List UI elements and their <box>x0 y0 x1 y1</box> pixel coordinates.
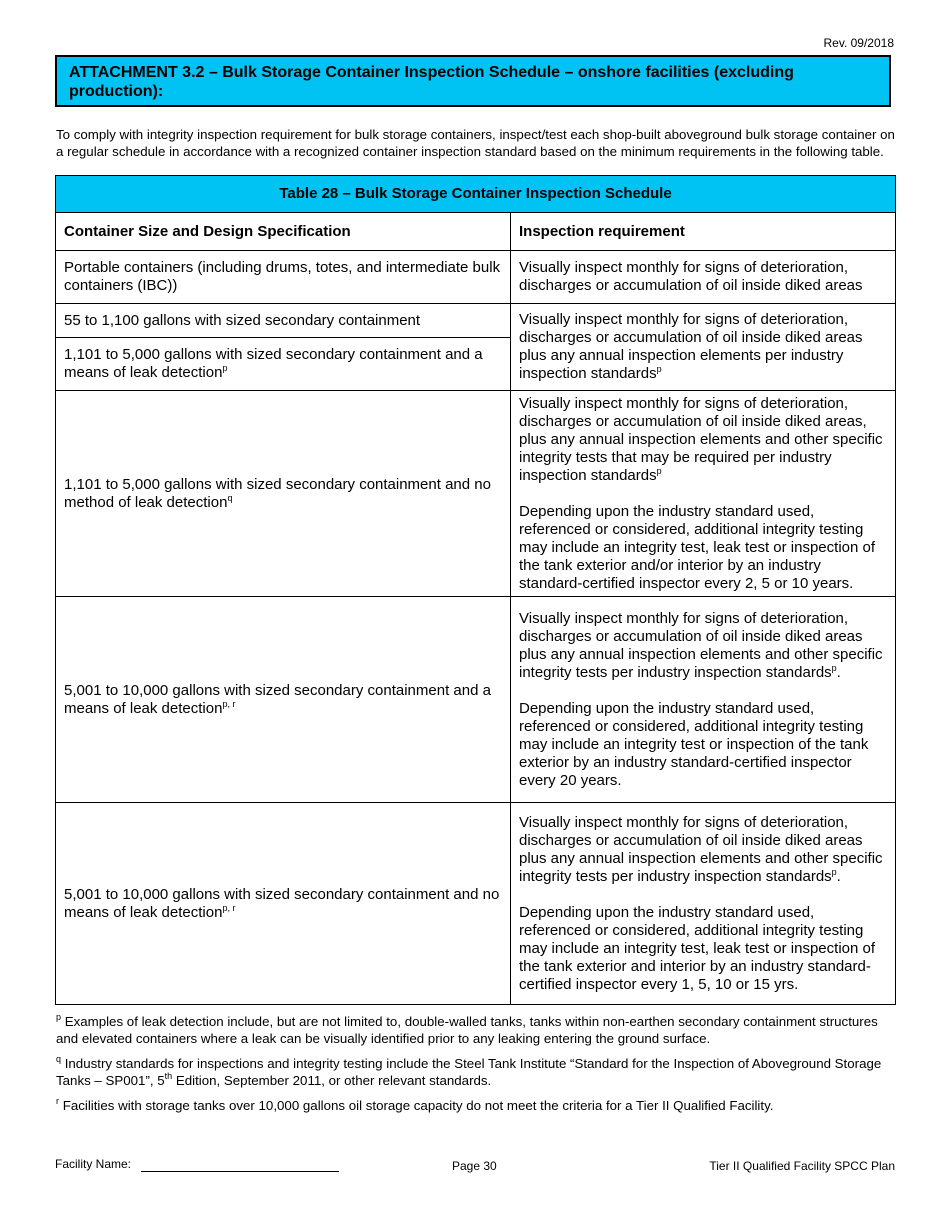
footnote-ref: p, r <box>222 698 236 709</box>
plan-title: Tier II Qualified Facility SPCC Plan <box>709 1159 895 1173</box>
facility-name-label: Facility Name: <box>55 1157 132 1171</box>
spec-cell: 5,001 to 10,000 gallons with sized secondary containment and no means of leak detection$^{p, r}$ <box>56 803 511 1005</box>
col-header-spec: Container Size and Design Specification <box>56 213 511 251</box>
footnote-ref: p <box>222 363 228 373</box>
footnote-ref: p, r <box>222 902 236 913</box>
facility-name-field[interactable] <box>141 1171 339 1172</box>
footnote-ref: p <box>831 866 837 877</box>
footnote-q: $^q$ Industry standards for inspections and integrity testing include the Steel Tank Institute “Standard for the Inspection of Aboveground Storage Tanks – SP001”, 5th Edition, September 2011, or other relevant standards. <box>56 1054 882 1088</box>
inspection-schedule-table <box>55 175 896 1005</box>
table-row <box>56 597 896 803</box>
col-header-requirement: Inspection requirement <box>511 213 896 251</box>
requirement-cell: Visually inspect monthly for signs of deterioration, discharges or accumulation of oil inside diked areas plus any annual inspection elements and other specific integrity tests per industry inspection standards$^p$. Depending upon the industry standard used, referenced or considered, additional integrity testing may include an integrity test or inspection of the tank exterior by an industry standard-certified inspector every 20 years. <box>511 597 896 803</box>
table-row <box>56 304 896 338</box>
attachment-title: ATTACHMENT 3.2 – Bulk Storage Container Inspection Schedule – onshore facilities (excluding production): <box>55 55 891 107</box>
footnote-r: $^r$ Facilities with storage tanks over 10,000 gallons oil storage capacity do not meet the criteria for a Tier II Qualified Facility. <box>56 1096 774 1113</box>
spec-cell: 1,101 to 5,000 gallons with sized secondary containment and no method of leak detection$^q$ <box>56 391 511 597</box>
footnote-ref: p <box>831 662 837 673</box>
table-caption: Table 28 – Bulk Storage Container Inspection Schedule <box>56 176 896 213</box>
footnote-ref: p <box>656 465 662 476</box>
table-row <box>56 803 896 1005</box>
requirement-cell: Visually inspect monthly for signs of deterioration, discharges or accumulation of oil inside diked areas plus any annual inspection elements per industry inspection standards$^p$ <box>511 304 896 391</box>
intro-paragraph: To comply with integrity inspection requirement for bulk storage containers, inspect/test each shop-built aboveground bulk storage container on a regular schedule in accordance with a recognized container inspection standard based on the minimum requirements in the following table. <box>56 127 895 159</box>
spec-cell: Portable containers (including drums, totes, and intermediate bulk containers (IBC)) <box>56 251 511 304</box>
revision-label: Rev. 09/2018 <box>823 36 894 50</box>
footnote-ref: q <box>227 492 233 503</box>
footnote-p: $^p$ Examples of leak detection include, but are not limited to, double-walled tanks, tanks within non-earthen secondary containment structures and elevated containers where a leak can be visually identified prior to any leaking entering the ground surface. <box>56 1012 878 1046</box>
requirement-cell: Visually inspect monthly for signs of deterioration, discharges or accumulation of oil inside diked areas plus any annual inspection elements and other specific integrity tests per industry inspection standards$^p$. Depending upon the industry standard used, referenced or considered, additional integrity testing may include an integrity test, leak test or inspection of the tank exterior and interior by an industry standard-certified inspector every 1, 5, 10 or 15 yrs. <box>511 803 896 1005</box>
table-row <box>56 251 896 304</box>
spec-cell: 1,101 to 5,000 gallons with sized secondary containment and a means of leak detection$^p$ <box>56 338 511 391</box>
footnote-ref: p <box>656 364 662 374</box>
footnotes <box>56 1014 896 1124</box>
page-number: Page 30 <box>452 1159 497 1173</box>
table-row <box>56 391 896 597</box>
spec-cell: 55 to 1,100 gallons with sized secondary containment <box>56 304 511 338</box>
spec-cell: 5,001 to 10,000 gallons with sized secondary containment and a means of leak detection$^{p, r}$ <box>56 597 511 803</box>
requirement-cell: Visually inspect monthly for signs of deterioration, discharges or accumulation of oil inside diked areas, plus any annual inspection elements and other specific integrity tests that may be required per industry inspection standards$^p$ Depending upon the industry standard used, referenced or considered, additional integrity testing may include an integrity test, leak test or inspection of the tank exterior and/or interior by an industry standard-certified inspector every 2, 5 or 10 years. <box>511 391 896 597</box>
requirement-cell: Visually inspect monthly for signs of deterioration, discharges or accumulation of oil inside diked areas <box>511 251 896 304</box>
